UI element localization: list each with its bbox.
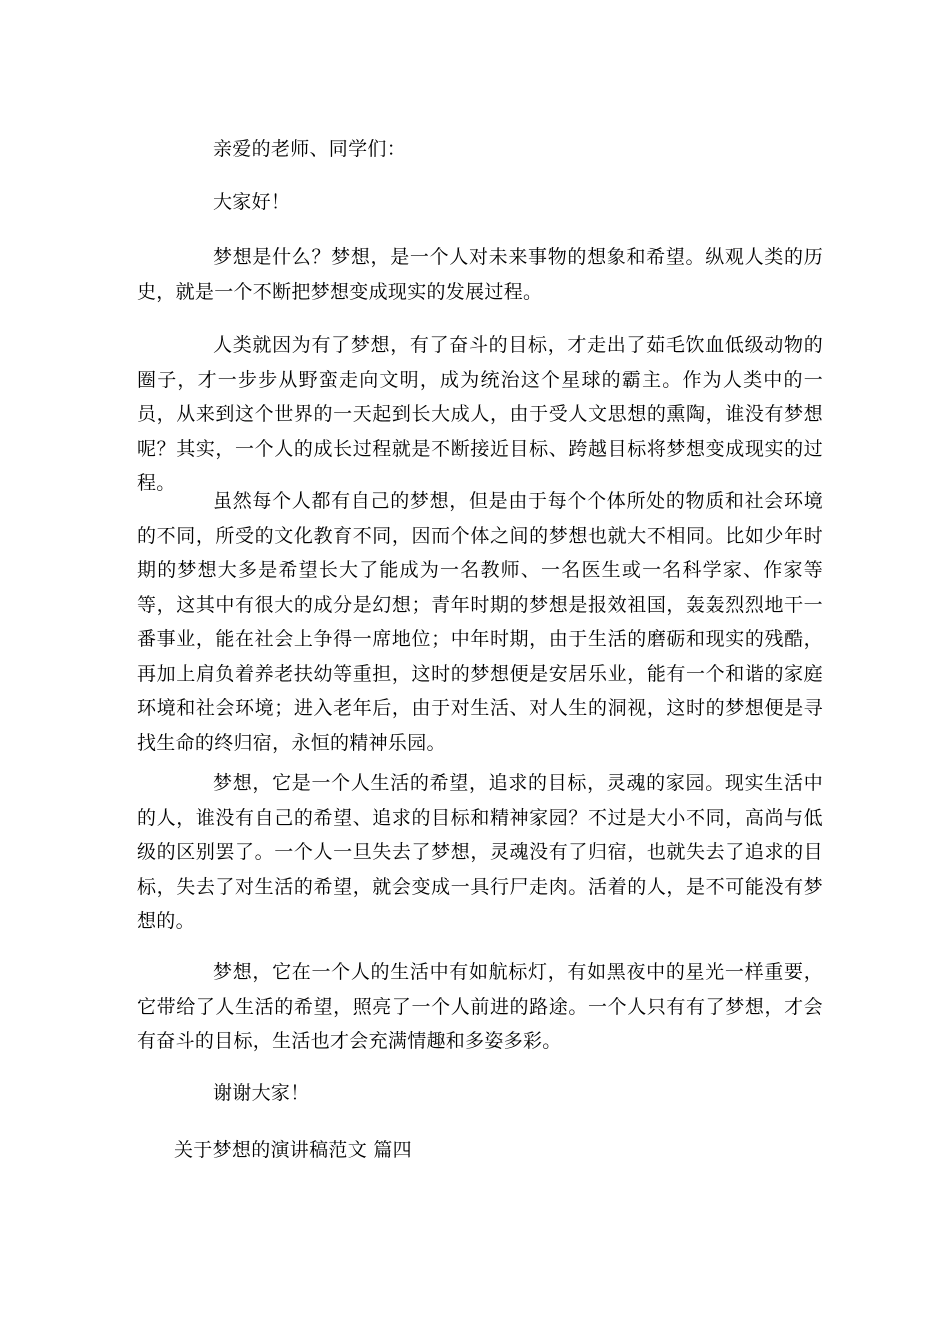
paragraph-5: 梦想，它在一个人的生活中有如航标灯，有如黑夜中的星光一样重要，它带给了人生活的希望，照亮了一个人前进的路途。一个人只有有了梦想，才会有奋斗的目标，生活也才会充满情趣和多姿多彩。 xyxy=(137,961,823,1052)
closing-line: 谢谢大家！ xyxy=(213,1082,310,1104)
hello-line: 大家好！ xyxy=(213,191,291,213)
section-title: 关于梦想的演讲稿范文 篇四 xyxy=(174,1139,412,1161)
paragraph-2: 人类就因为有了梦想，有了奋斗的目标，才走出了茹毛饮血低级动物的圈子，才一步步从野蛮走向文明，成为统治这个星球的霸主。作为人类中的一员，从来到这个世界的一天起到长大成人，由于受人文思想的熏陶，谁没有梦想呢？其实，一个人的成长过程就是不断接近目标、跨越目标将梦想变成现实的过程。 xyxy=(137,334,823,494)
paragraph-1: 梦想是什么？梦想，是一个人对未来事物的想象和希望。纵观人类的历史，就是一个不断把梦想变成现实的发展过程。 xyxy=(137,246,823,303)
paragraph-4: 梦想，它是一个人生活的希望，追求的目标，灵魂的家园。现实生活中的人，谁没有自己的希望、追求的目标和精神家园？不过是大小不同，高尚与低级的区别罢了。一个人一旦失去了梦想，灵魂没有了归宿，也就失去了追求的目标，失去了对生活的希望，就会变成一具行尸走肉。活着的人，是不可能没有梦想的。 xyxy=(137,772,823,932)
greeting: 亲爱的老师、同学们： xyxy=(213,138,407,160)
paragraph-3: 虽然每个人都有自己的梦想，但是由于每个个体所处的物质和社会环境的不同，所受的文化教育不同，因而个体之间的梦想也就大不相同。比如少年时期的梦想大多是希望长大了能成为一名教师、一名医生或一名科学家、作家等等，这其中有很大的成分是幻想；青年时期的梦想是报效祖国，轰轰烈烈地干一番事业，能在社会上争得一席地位；中年时期，由于生活的磨砺和现实的残酷，再加上肩负着养老扶幼等重担，这时的梦想便是安居乐业，能有一个和谐的家庭环境和社会环境；进入老年后，由于对生活、对人生的洞视，这时的梦想便是寻找生命的终归宿，永恒的精神乐园。 xyxy=(137,490,823,754)
